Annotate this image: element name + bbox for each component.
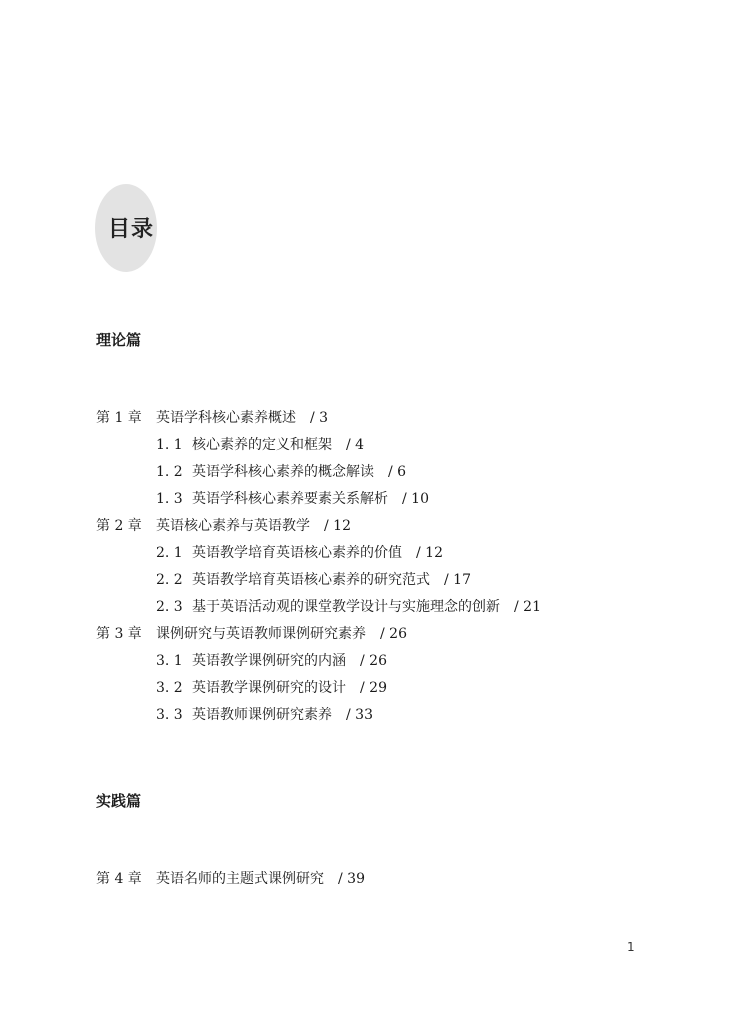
entry-title: 英语教师课例研究素养 bbox=[192, 707, 332, 723]
toc-section-1-2[interactable] bbox=[156, 463, 406, 481]
entry-page: / 21 bbox=[514, 599, 541, 615]
entry-page: / 29 bbox=[360, 680, 387, 696]
entry-number: 第 1 章 bbox=[96, 410, 142, 426]
entry-page: / 10 bbox=[402, 491, 429, 507]
entry-number: 1. 1 bbox=[156, 437, 183, 453]
entry-page: / 12 bbox=[324, 518, 351, 534]
entry-number: 第 2 章 bbox=[96, 518, 142, 534]
entry-number: 1. 2 bbox=[156, 464, 183, 480]
entry-number: 3. 2 bbox=[156, 680, 183, 696]
entry-title: 英语教学课例研究的设计 bbox=[192, 680, 346, 696]
entry-page: / 33 bbox=[346, 707, 373, 723]
page-number: 1 bbox=[627, 940, 635, 954]
entry-page: / 39 bbox=[338, 871, 365, 887]
toc-section-3-2[interactable] bbox=[156, 679, 387, 697]
entry-title: 基于英语活动观的课堂教学设计与实施理念的创新 bbox=[192, 599, 500, 615]
entry-number: 2. 2 bbox=[156, 572, 183, 588]
toc-chapter-4[interactable] bbox=[96, 870, 365, 888]
entry-number: 3. 3 bbox=[156, 707, 183, 723]
entry-title: 英语学科核心素养概述 bbox=[156, 410, 296, 426]
entry-number: 第 3 章 bbox=[96, 626, 142, 642]
entry-title: 英语名师的主题式课例研究 bbox=[156, 871, 324, 887]
entry-title: 英语核心素养与英语教学 bbox=[156, 518, 310, 534]
entry-number: 2. 3 bbox=[156, 599, 183, 615]
page-title: 目录 bbox=[107, 217, 154, 242]
entry-page: / 4 bbox=[346, 437, 365, 453]
entry-page: / 26 bbox=[380, 626, 407, 642]
entry-number: 第 4 章 bbox=[96, 871, 142, 887]
entry-page: / 6 bbox=[388, 464, 407, 480]
toc-chapter-2[interactable] bbox=[96, 517, 351, 535]
entry-number: 3. 1 bbox=[156, 653, 183, 669]
part-heading-practice: 实践篇 bbox=[96, 792, 142, 810]
entry-title: 英语教学培育英语核心素养的价值 bbox=[192, 545, 402, 561]
toc-section-2-2[interactable] bbox=[156, 571, 471, 589]
entry-title: 课例研究与英语教师课例研究素养 bbox=[156, 626, 366, 642]
part-heading-theory: 理论篇 bbox=[96, 331, 142, 349]
entry-title: 英语教学培育英语核心素养的研究范式 bbox=[192, 572, 430, 588]
toc-section-3-3[interactable] bbox=[156, 706, 373, 724]
toc-section-1-1[interactable] bbox=[156, 436, 364, 454]
toc-section-1-3[interactable] bbox=[156, 490, 429, 508]
entry-page: / 12 bbox=[416, 545, 443, 561]
toc-section-2-1[interactable] bbox=[156, 544, 443, 562]
entry-page: / 26 bbox=[360, 653, 387, 669]
entry-page: / 3 bbox=[310, 410, 329, 426]
toc-chapter-3[interactable] bbox=[96, 625, 407, 643]
entry-number: 1. 3 bbox=[156, 491, 183, 507]
entry-title: 核心素养的定义和框架 bbox=[192, 437, 332, 453]
entry-page: / 17 bbox=[444, 572, 471, 588]
entry-title: 英语学科核心素养要素关系解析 bbox=[192, 491, 388, 507]
toc-section-3-1[interactable] bbox=[156, 652, 387, 670]
toc-chapter-1[interactable] bbox=[96, 409, 328, 427]
entry-title: 英语教学课例研究的内涵 bbox=[192, 653, 346, 669]
entry-number: 2. 1 bbox=[156, 545, 183, 561]
toc-section-2-3[interactable] bbox=[156, 598, 541, 616]
entry-title: 英语学科核心素养的概念解读 bbox=[192, 464, 374, 480]
